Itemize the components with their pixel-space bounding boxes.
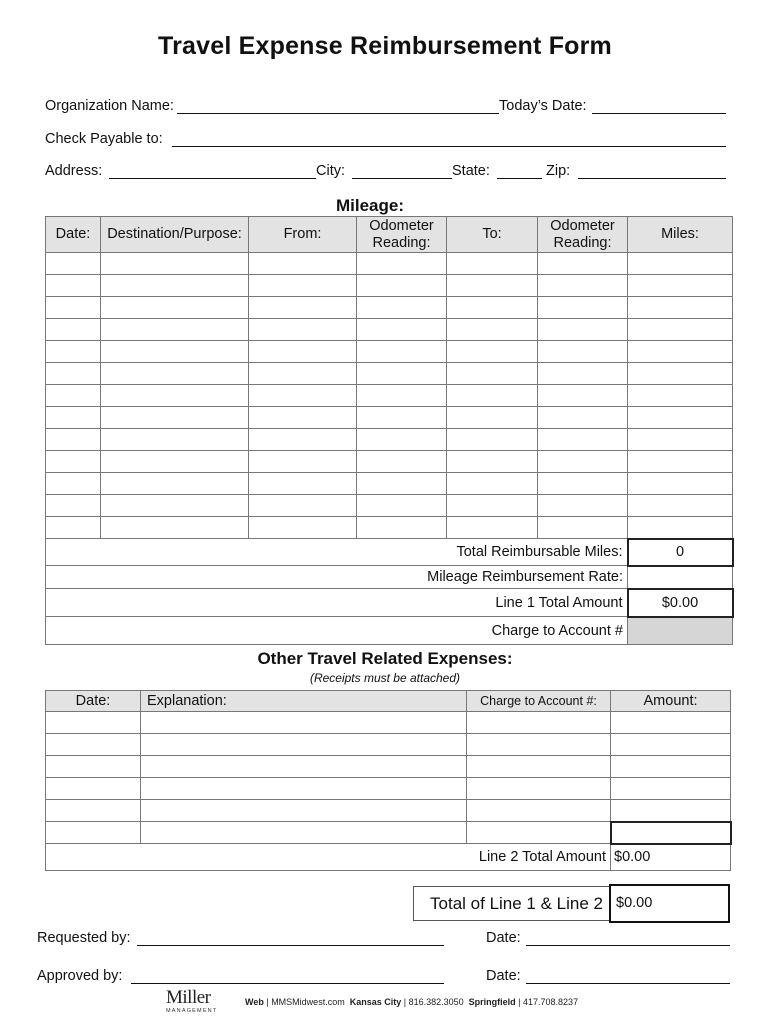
mileage-entry-row [46, 407, 733, 429]
mileage-entry-cell[interactable] [628, 451, 733, 473]
line1-label: Line 1 Total Amount [46, 589, 628, 617]
footer-contact: Web | MMSMidwest.com Kansas City | 816.382.3050 Springfield | 417.708.8237 [245, 997, 579, 1007]
mileage-entry-cell[interactable] [101, 517, 249, 539]
col-to: To: [447, 217, 538, 253]
mileage-entry-cell[interactable] [628, 275, 733, 297]
mileage-entry-cell[interactable] [447, 429, 538, 451]
organization-name-field[interactable] [177, 113, 499, 114]
rate-value[interactable] [628, 566, 733, 589]
mileage-entry-row [46, 429, 733, 451]
col-miles: Miles: [628, 217, 733, 253]
mileage-entry-cell[interactable] [628, 517, 733, 539]
mileage-entry-cell[interactable] [249, 473, 357, 495]
mileage-entry-cell[interactable] [628, 363, 733, 385]
mileage-entry-row [46, 473, 733, 495]
expense-entry-cell[interactable] [46, 712, 141, 734]
rate-row [46, 566, 733, 589]
mileage-entry-cell[interactable] [249, 341, 357, 363]
mileage-entry-cell[interactable] [538, 341, 628, 363]
approved-by-field[interactable] [131, 983, 444, 984]
line2-label: Line 2 Total Amount [46, 844, 611, 871]
other-expenses-heading: Other Travel Related Expenses: [257, 649, 513, 668]
mileage-entry-row [46, 451, 733, 473]
mileage-entry-cell[interactable] [249, 297, 357, 319]
grand-total-label: Total of Line 1 & Line 2 [413, 886, 610, 921]
mileage-entry-cell[interactable] [249, 363, 357, 385]
mileage-entry-cell[interactable] [538, 363, 628, 385]
expense-entry-cell[interactable] [141, 756, 467, 778]
mileage-entry-cell[interactable] [357, 253, 447, 275]
requested-by-label: Requested by: [37, 930, 131, 946]
mileage-entry-cell[interactable] [101, 275, 249, 297]
mileage-entry-cell[interactable] [538, 297, 628, 319]
mileage-entry-cell[interactable] [357, 385, 447, 407]
col-destination-purpose: Destination/Purpose: [101, 217, 249, 253]
mileage-entry-cell[interactable] [357, 451, 447, 473]
line2-value[interactable]: $0.00 [611, 844, 731, 871]
charge-label: Charge to Account # [46, 617, 628, 645]
mileage-entry-cell[interactable] [46, 495, 101, 517]
approved-date-field[interactable] [526, 983, 730, 984]
mileage-heading: Mileage: [335, 196, 405, 215]
mileage-entry-cell[interactable] [101, 429, 249, 451]
other-body [46, 712, 731, 844]
mileage-entry-cell[interactable] [249, 253, 357, 275]
mileage-entry-cell[interactable] [46, 451, 101, 473]
col-from: From: [249, 217, 357, 253]
mileage-entry-cell[interactable] [538, 407, 628, 429]
charge-value[interactable] [628, 617, 733, 645]
expense-entry-cell[interactable] [467, 756, 611, 778]
mileage-entry-cell[interactable] [538, 429, 628, 451]
mileage-entry-cell[interactable] [249, 429, 357, 451]
state-field[interactable] [497, 178, 542, 179]
city-field[interactable] [352, 178, 452, 179]
expense-entry-cell[interactable] [611, 822, 731, 844]
mileage-entry-cell[interactable] [46, 363, 101, 385]
city-label: City: [316, 163, 345, 179]
expense-entry-cell[interactable] [141, 822, 467, 844]
other-expenses-table [45, 690, 732, 871]
mileage-entry-cell[interactable] [101, 363, 249, 385]
mileage-entry-cell[interactable] [101, 341, 249, 363]
mileage-entry-cell[interactable] [447, 451, 538, 473]
col-charge-account: Charge to Account #: [467, 691, 611, 712]
mileage-entry-cell[interactable] [538, 253, 628, 275]
mileage-entry-cell[interactable] [538, 495, 628, 517]
mileage-entry-cell[interactable] [447, 297, 538, 319]
mileage-entry-cell[interactable] [249, 319, 357, 341]
expense-entry-cell[interactable] [611, 734, 731, 756]
expense-entry-cell[interactable] [467, 778, 611, 800]
requested-by-field[interactable] [137, 945, 444, 946]
expense-entry-row [46, 734, 731, 756]
expense-entry-row [46, 800, 731, 822]
expense-entry-cell[interactable] [467, 822, 611, 844]
expense-entry-row [46, 712, 731, 734]
footer-springfield-phone: 417.708.8237 [523, 997, 579, 1007]
mileage-entry-cell[interactable] [46, 275, 101, 297]
mileage-entry-cell[interactable] [357, 517, 447, 539]
mileage-entry-cell[interactable] [101, 297, 249, 319]
mileage-entry-cell[interactable] [447, 473, 538, 495]
other-header-row [46, 691, 731, 712]
approved-date-label: Date: [486, 968, 521, 984]
page-title: Travel Expense Reimbursement Form [158, 32, 612, 60]
col-odometer-reading-from: Odometer Reading: [357, 217, 447, 253]
grand-total-value[interactable]: $0.00 [609, 884, 730, 923]
expense-entry-cell[interactable] [46, 800, 141, 822]
col-odometer-reading-to: Odometer Reading: [538, 217, 628, 253]
charge-row [46, 617, 733, 645]
mileage-entry-cell[interactable] [628, 385, 733, 407]
expense-entry-cell[interactable] [467, 800, 611, 822]
mileage-entry-cell[interactable] [628, 297, 733, 319]
mileage-entry-row [46, 319, 733, 341]
mileage-entry-row [46, 495, 733, 517]
expense-entry-cell[interactable] [141, 800, 467, 822]
mileage-entry-cell[interactable] [357, 429, 447, 451]
mileage-entry-cell[interactable] [46, 473, 101, 495]
total-miles-row [46, 539, 733, 566]
expense-entry-cell[interactable] [611, 756, 731, 778]
expense-entry-cell[interactable] [46, 734, 141, 756]
mileage-entry-cell[interactable] [46, 385, 101, 407]
mileage-entry-cell[interactable] [628, 253, 733, 275]
mileage-entry-cell[interactable] [357, 341, 447, 363]
mileage-entry-cell[interactable] [538, 275, 628, 297]
mileage-entry-cell[interactable] [46, 341, 101, 363]
total-miles-label: Total Reimbursable Miles: [46, 539, 628, 566]
col-date: Date: [46, 217, 101, 253]
mileage-entry-cell[interactable] [249, 517, 357, 539]
col-amount: Amount: [611, 691, 731, 712]
mileage-entry-cell[interactable] [447, 253, 538, 275]
requested-date-field[interactable] [526, 945, 730, 946]
mileage-entry-cell[interactable] [628, 319, 733, 341]
mileage-entry-cell[interactable] [46, 407, 101, 429]
logo-text: Miller [166, 987, 211, 1008]
footer-web-label: Web [245, 997, 264, 1007]
mileage-entry-cell[interactable] [447, 319, 538, 341]
receipts-note: (Receipts must be attached) [309, 671, 461, 685]
state-label: State: [452, 163, 490, 179]
expense-entry-cell[interactable] [467, 734, 611, 756]
expense-entry-cell[interactable] [46, 822, 141, 844]
mileage-entry-cell[interactable] [447, 385, 538, 407]
rate-label: Mileage Reimbursement Rate: [46, 566, 628, 589]
mileage-entry-cell[interactable] [249, 407, 357, 429]
mileage-entry-cell[interactable] [46, 253, 101, 275]
footer-kc-label: Kansas City [349, 997, 402, 1007]
mileage-entry-cell[interactable] [628, 473, 733, 495]
todays-date-label: Today’s Date: [499, 98, 587, 114]
mileage-entry-cell[interactable] [628, 429, 733, 451]
mileage-entry-cell[interactable] [46, 517, 101, 539]
expense-entry-cell[interactable] [611, 712, 731, 734]
line2-row [46, 844, 731, 871]
mileage-entry-row [46, 297, 733, 319]
mileage-entry-cell[interactable] [101, 253, 249, 275]
mileage-table [45, 216, 734, 645]
expense-entry-cell[interactable] [46, 778, 141, 800]
address-field[interactable] [109, 178, 316, 179]
expense-entry-cell[interactable] [611, 778, 731, 800]
mileage-entry-cell[interactable] [101, 385, 249, 407]
miller-logo [166, 988, 226, 1015]
mileage-entry-cell[interactable] [447, 517, 538, 539]
mileage-entry-row [46, 341, 733, 363]
mileage-entry-cell[interactable] [357, 319, 447, 341]
mileage-entry-cell[interactable] [538, 385, 628, 407]
requested-date-label: Date: [486, 930, 521, 946]
organization-name-label: Organization Name: [45, 98, 174, 114]
mileage-entry-cell[interactable] [46, 297, 101, 319]
mileage-entry-cell[interactable] [46, 319, 101, 341]
address-label: Address: [45, 163, 103, 179]
expense-entry-cell[interactable] [141, 734, 467, 756]
todays-date-field[interactable] [592, 113, 726, 114]
mileage-entry-cell[interactable] [249, 385, 357, 407]
total-miles-value[interactable]: 0 [628, 539, 733, 566]
mileage-entry-cell[interactable] [101, 451, 249, 473]
expense-entry-cell[interactable] [141, 778, 467, 800]
mileage-entry-cell[interactable] [447, 407, 538, 429]
mileage-entry-cell[interactable] [101, 319, 249, 341]
expense-entry-cell[interactable] [467, 712, 611, 734]
mileage-entry-cell[interactable] [357, 363, 447, 385]
mileage-entry-cell[interactable] [249, 451, 357, 473]
line1-value[interactable]: $0.00 [628, 589, 733, 617]
mileage-entry-cell[interactable] [628, 407, 733, 429]
logo-subtext: MANAGEMENT [166, 1008, 218, 1014]
mileage-entry-cell[interactable] [357, 407, 447, 429]
zip-field[interactable] [578, 178, 726, 179]
mileage-entry-row [46, 363, 733, 385]
mileage-entry-cell[interactable] [447, 275, 538, 297]
col-explanation: Explanation: [141, 691, 467, 712]
check-payable-label: Check Payable to: [45, 131, 163, 147]
mileage-entry-cell[interactable] [538, 451, 628, 473]
check-payable-field[interactable] [172, 146, 726, 147]
mileage-body [46, 253, 733, 539]
mileage-entry-cell[interactable] [447, 495, 538, 517]
mileage-entry-row [46, 385, 733, 407]
expense-entry-row [46, 778, 731, 800]
mileage-entry-cell[interactable] [538, 473, 628, 495]
col-other-date: Date: [46, 691, 141, 712]
mileage-header-row [46, 217, 733, 253]
expense-entry-cell[interactable] [611, 800, 731, 822]
mileage-entry-cell[interactable] [46, 429, 101, 451]
mileage-entry-row [46, 517, 733, 539]
mileage-entry-row [46, 253, 733, 275]
footer-kc-phone: 816.382.3050 [408, 997, 464, 1007]
line1-row [46, 589, 733, 617]
mileage-entry-cell[interactable] [357, 297, 447, 319]
expense-entry-cell[interactable] [141, 712, 467, 734]
mileage-entry-cell[interactable] [447, 363, 538, 385]
mileage-entry-cell[interactable] [249, 495, 357, 517]
mileage-entry-cell[interactable] [447, 341, 538, 363]
mileage-entry-cell[interactable] [538, 319, 628, 341]
mileage-entry-cell[interactable] [101, 407, 249, 429]
footer-springfield-label: Springfield [468, 997, 516, 1007]
mileage-entry-cell[interactable] [357, 473, 447, 495]
mileage-entry-cell[interactable] [538, 517, 628, 539]
mileage-entry-cell[interactable] [628, 495, 733, 517]
expense-entry-row [46, 822, 731, 844]
mileage-entry-cell[interactable] [101, 473, 249, 495]
approved-by-label: Approved by: [37, 968, 123, 984]
expense-entry-row [46, 756, 731, 778]
mileage-entry-cell[interactable] [101, 495, 249, 517]
footer-web-link[interactable]: MMSMidwest.com [271, 997, 345, 1007]
mileage-entry-cell[interactable] [357, 495, 447, 517]
mileage-entry-cell[interactable] [357, 275, 447, 297]
expense-entry-cell[interactable] [46, 756, 141, 778]
mileage-entry-cell[interactable] [628, 341, 733, 363]
mileage-entry-row [46, 275, 733, 297]
mileage-entry-cell[interactable] [249, 275, 357, 297]
zip-label: Zip: [546, 163, 571, 179]
